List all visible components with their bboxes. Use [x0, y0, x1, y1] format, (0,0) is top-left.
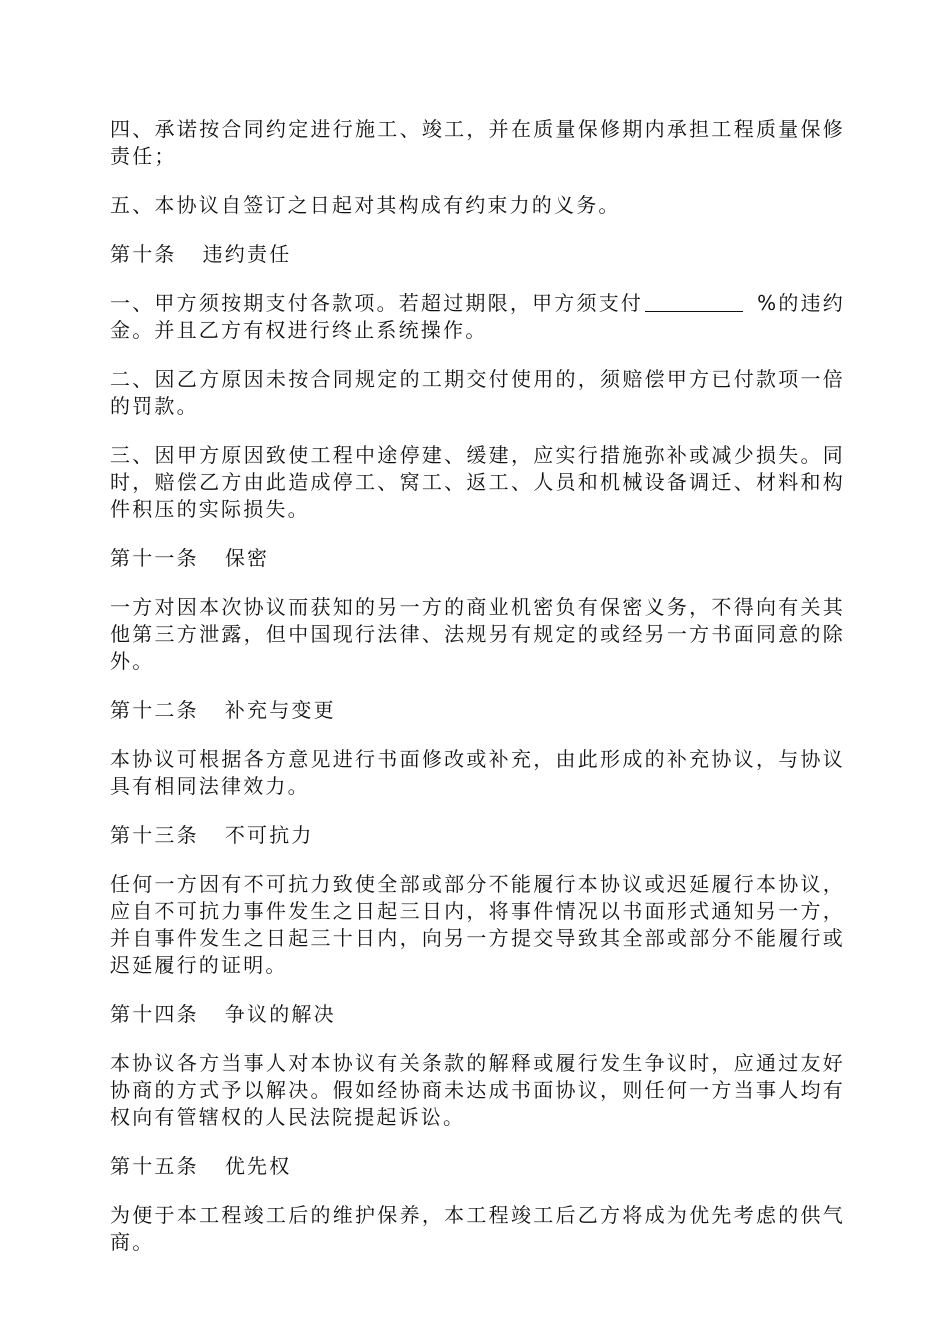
penalty-rate-blank[interactable] [645, 293, 743, 312]
paragraph-amendment: 本协议可根据各方意见进行书面修改或补充，由此形成的补充协议，与协议具有相同法律效力。 [110, 747, 845, 798]
article-number: 第十一条 [110, 546, 199, 570]
paragraph-priority: 为便于本工程竣工后的维护保养，本工程竣工后乙方将成为优先考虑的供气商。 [110, 1203, 845, 1254]
paragraph-dispute-resolution: 本协议各方当事人对本协议有关条款的解释或履行发生争议时，应通过友好协商的方式予以解决。假如经协商未达成书面协议，则任何一方当事人均有权向有管辖权的人民法院提起诉讼。 [110, 1051, 845, 1129]
document-body [110, 116, 845, 1278]
paragraph-force-majeure: 任何一方因有不可抗力致使全部或部分不能履行本协议或迟延履行本协议，应自不可抗力事件发生之日起三日内，将事件情况以书面形式通知另一方，并自事件发生之日起三十日内，向另一方提交导致其全部或部分不能履行或迟延履行的证明。 [110, 872, 845, 977]
paragraph-breach-2: 二、因乙方原因未按合同规定的工期交付使用的，须赔偿甲方已付款项一倍的罚款。 [110, 367, 845, 418]
paragraph-commitment-4: 四、承诺按合同约定进行施工、竣工，并在质量保修期内承担工程质量保修责任； [110, 117, 845, 168]
article-title: 违约责任 [202, 242, 292, 266]
paragraph-breach-3: 三、因甲方原因致使工程中途停建、缓建，应实行措施弥补或减少损失。同时，赔偿乙方由此造成停工、窝工、返工、人员和机械设备调迁、材料和构件积压的实际损失。 [110, 443, 845, 521]
article-title: 补充与变更 [224, 698, 336, 722]
article-title: 保密 [224, 546, 270, 570]
paragraph-breach-1 [110, 290, 845, 344]
paragraph-commitment-5: 五、本协议自签订之日起对其构成有约束力的义务。 [110, 193, 621, 217]
breach-text-before: 一、甲方须按期支付各款项。若超过期限，甲方须支付 [110, 291, 644, 315]
breach-text-after: %的违约金。并且乙方有权进行终止系统操作。 [110, 291, 845, 342]
article-title: 争议的解决 [224, 1002, 336, 1026]
article-title: 优先权 [224, 1154, 292, 1178]
article-number: 第十条 [110, 242, 177, 266]
article-number: 第十四条 [110, 1002, 199, 1026]
article-14-heading [110, 1001, 845, 1028]
article-15-heading [110, 1153, 845, 1180]
article-11-heading [110, 545, 845, 572]
article-number: 第十三条 [110, 823, 199, 847]
article-10-heading [110, 241, 845, 268]
paragraph-confidentiality: 一方对因本次协议而获知的另一方的商业机密负有保密义务，不得向有关其他第三方泄露，但中国现行法律、法规另有规定的或经另一方书面同意的除外。 [110, 595, 845, 673]
article-12-heading [110, 697, 845, 724]
article-number: 第十二条 [110, 698, 199, 722]
article-title: 不可抗力 [224, 823, 314, 847]
article-number: 第十五条 [110, 1154, 199, 1178]
article-13-heading [110, 822, 845, 849]
